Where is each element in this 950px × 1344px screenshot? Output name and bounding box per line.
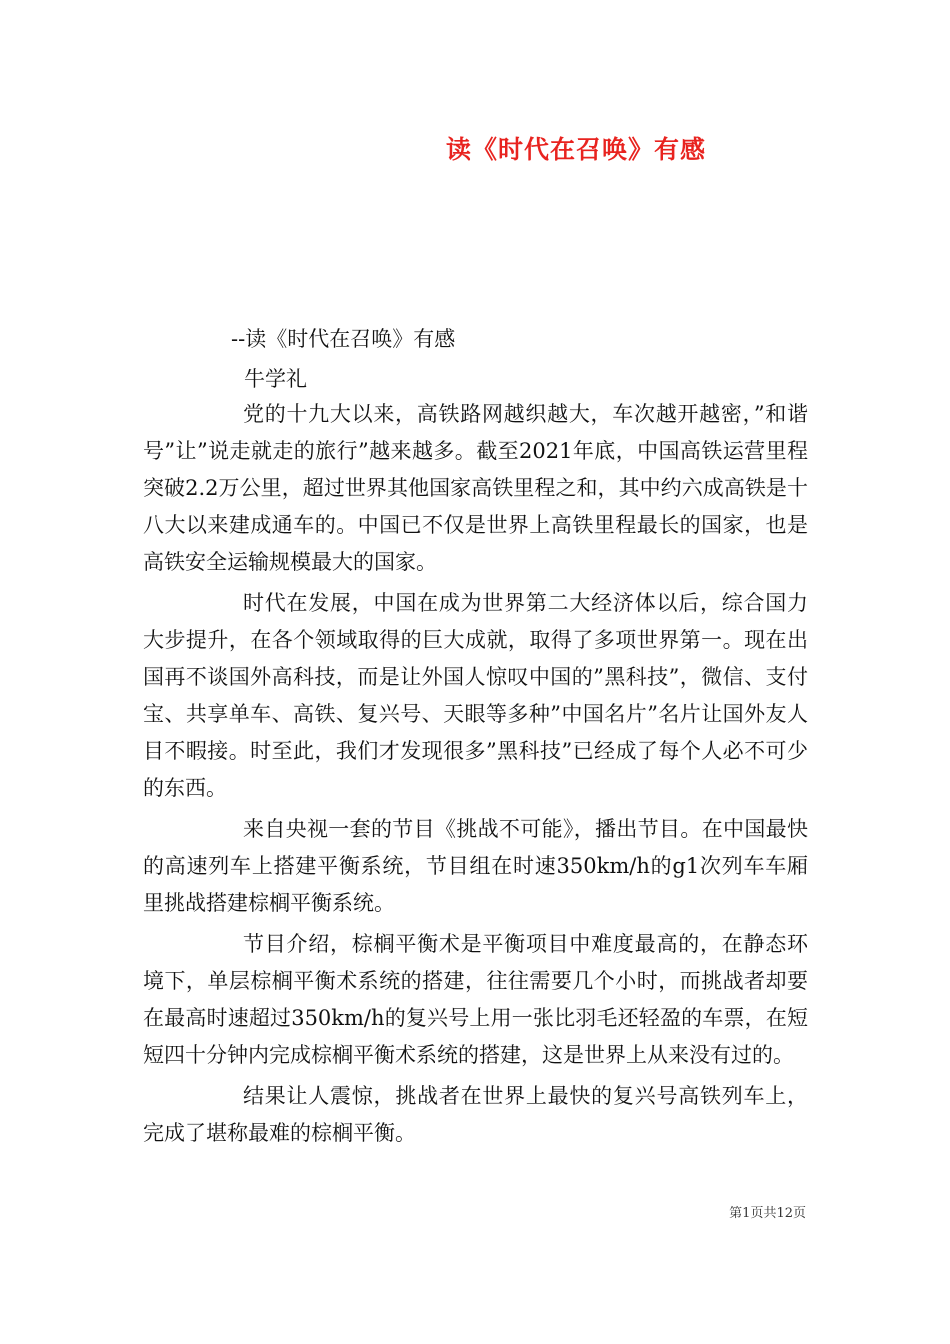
paragraph: 结果让人震惊，挑战者在世界上最快的复兴号高铁列车上，完成了堪称最难的棕榈平衡。	[143, 1084, 808, 1145]
page-number: 第1页共12页	[729, 1206, 806, 1221]
subtitle: --读《时代在召唤》有感	[231, 327, 456, 351]
paragraph: 时代在发展，中国在成为世界第二大经济体以后，综合国力大步提升，在各个领域取得的巨大成就，取得了多项世界第一。现在出国再不谈国外高科技，而是让外国人惊叹中国的”黑科技”，微信、支付宝、共享单车、高铁、复兴号、天眼等多种”中国名片”名片让国外友人目不暇接。时至此，我们才发现很多”黑科技”已经成了每个人必不可少的东西。	[143, 591, 808, 800]
paragraph: 节目介绍，棕榈平衡术是平衡项目中难度最高的，在静态环境下，单层棕榈平衡术系统的搭建，往往需要几个小时，而挑战者却要在最高时速超过350km/h的复兴号上用一张比羽毛还轻盈的车票，在短短四十分钟内完成棕榈平衡术系统的搭建，这是世界上从来没有过的。	[143, 932, 808, 1067]
paragraph: 党的十九大以来，高铁路网越织越大，车次越开越密，”和谐号”让”说走就走的旅行”越来越多。截至2021年底，中国高铁运营里程突破2.2万公里，超过世界其他国家高铁里程之和，其中约六成高铁是十八大以来建成通车的。中国已不仅是世界上高铁里程最长的国家，也是高铁安全运输规模最大的国家。	[143, 402, 808, 574]
page-title: 读《时代在召唤》有感	[445, 135, 706, 164]
article-body	[143, 396, 808, 1156]
paragraph: 来自央视一套的节目《挑战不可能》，播出节目。在中国最快的高速列车上搭建平衡系统，节目组在时速350km/h的g1次列车车厢里挑战搭建棕榈平衡系统。	[143, 817, 808, 915]
author-name: 牛学礼	[244, 367, 307, 391]
